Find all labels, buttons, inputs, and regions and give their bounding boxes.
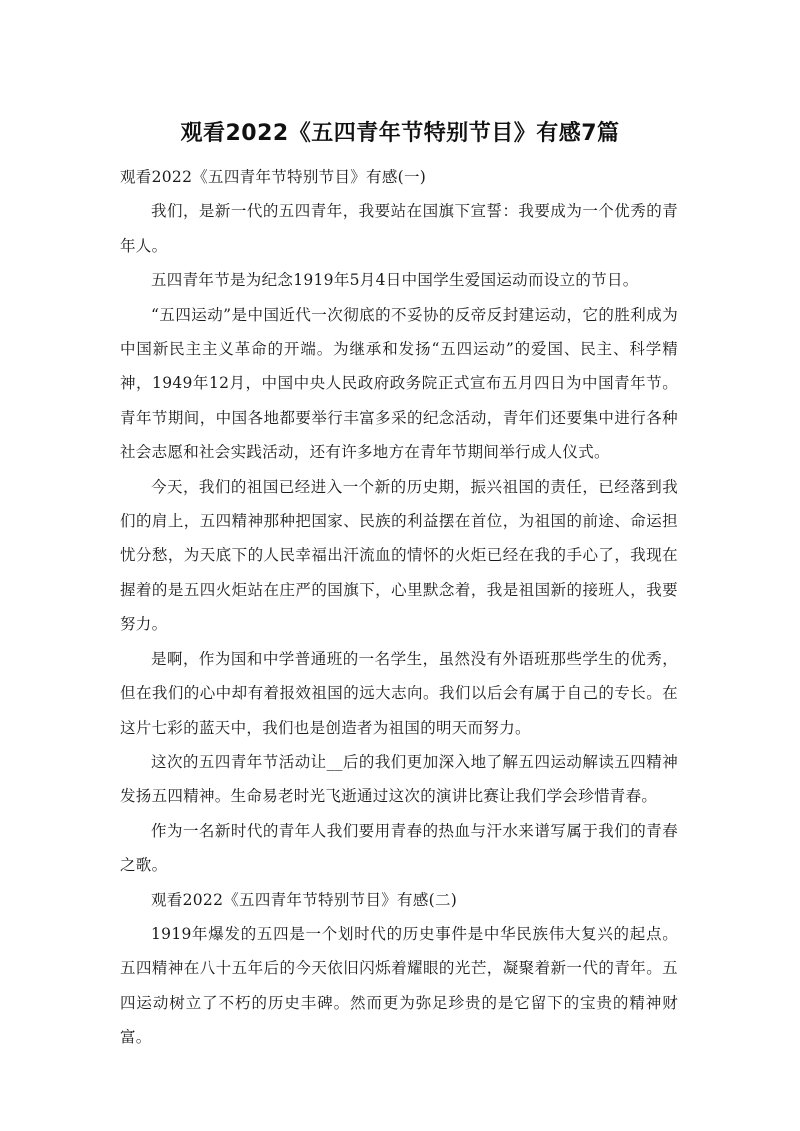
paragraph: 是啊，作为国和中学普通班的一名学生，虽然没有外语班那些学生的优秀，但在我们的心中却有着报效祖国的远大志向。我们以后会有属于自己的专长。在这片七彩的蓝天中，我们也是创造者为祖国的明天而努力。: [120, 649, 678, 737]
paragraph: “五四运动”是中国近代一次彻底的不妥协的反帝反封建运动，它的胜利成为中国新民主主义革命的开端。为继承和发扬“五四运动”的爱国、民主、科学精神，1949年12月，中国中央人民政府政务院正式宣布五月四日为中国青年节。青年节期间，中国各地都要举行丰富多采的纪念活动，青年们还要集中进行各种社会志愿和社会实践活动，还有许多地方在青年节期间举行成人仪式。: [120, 305, 678, 462]
paragraph: 1919年爆发的五四是一个划时代的历史事件是中华民族伟大复兴的起点。五四精神在八十五年后的今天依旧闪烁着耀眼的光芒，凝聚着新一代的青年。五四运动树立了不朽的历史丰碑。然而更为弥足珍贵的是它留下的宝贵的精神财富。: [120, 924, 678, 1047]
paragraph: 我们，是新一代的五四青年，我要站在国旗下宣誓：我要成为一个优秀的青年人。: [120, 202, 678, 255]
section-heading-1: 观看2022《五四青年节特别节目》有感(一): [120, 168, 427, 186]
section-heading-2: 观看2022《五四青年节特别节目》有感(二): [151, 890, 458, 909]
document-body: [120, 160, 678, 1055]
paragraph: 这次的五四青年节活动让__后的我们更加深入地了解五四运动解读五四精神发扬五四精神。生命易老时光飞逝通过这次的演讲比赛让我们学会珍惜青春。: [120, 752, 678, 806]
paragraph: 作为一名新时代的青年人我们要用青春的热血与汗水来谱写属于我们的青春之歌。: [120, 821, 678, 875]
paragraph: 今天，我们的祖国已经进入一个新的历史期，振兴祖国的责任，已经落到我们的肩上，五四精神那种把国家、民族的利益摆在首位，为祖国的前途、命运担忧分愁，为天底下的人民幸福出汗流血的情怀的火炬已经在我的手心了，我现在握着的是五四火炬站在庄严的国旗下，心里默念着，我是祖国新的接班人，我要努力。: [120, 477, 678, 634]
document-title: 观看2022《五四青年节特别节目》有感7篇: [180, 121, 620, 146]
paragraph: 五四青年节是为纪念1919年5月4日中国学生爱国运动而设立的节日。: [151, 271, 639, 290]
